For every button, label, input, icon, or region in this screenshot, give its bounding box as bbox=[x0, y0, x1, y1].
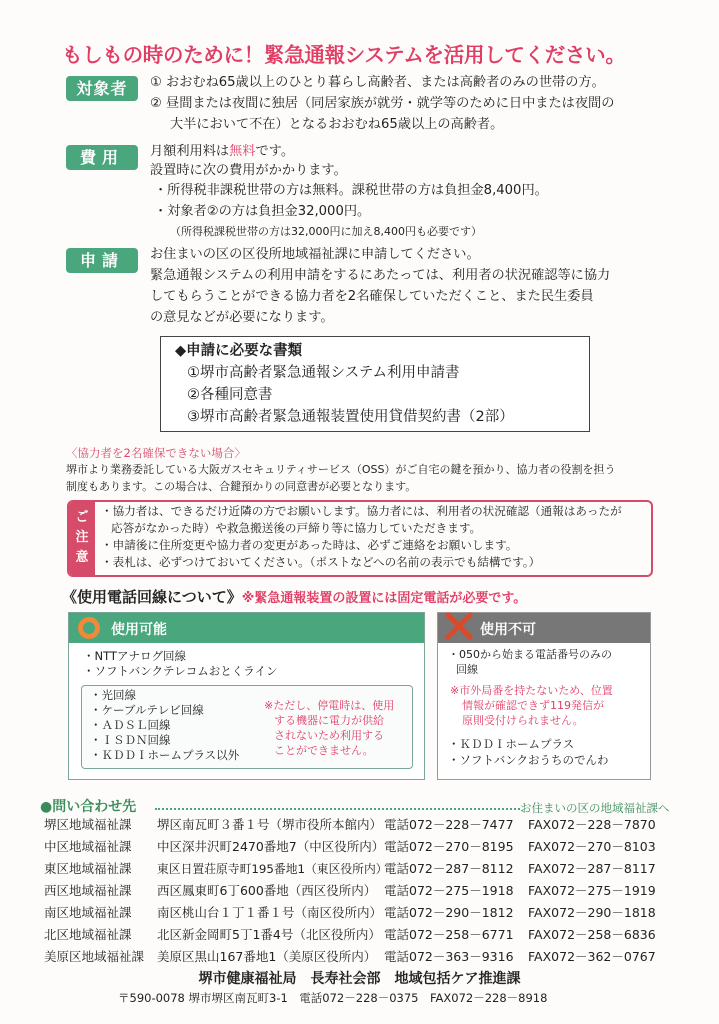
contact-address: 東区日置荘原寺町195番地1（東区役所内） bbox=[157, 862, 388, 876]
apply-line-3: してもらうことができる協力者を2名確保していただくこと、また民生委員 bbox=[150, 289, 594, 304]
no-helpers-line-2: 制度もあります。この場合は、合鍵預かりの同意書が必要となります。 bbox=[66, 480, 417, 493]
cost-line-3: ・所得税非課税世帯の方は無料。課税世帯の方は負担金8,400円。 bbox=[154, 183, 548, 198]
unusable-item-3: ・ソフトバンクおうちのでんわ bbox=[448, 753, 609, 767]
target-item-2: ② 昼間または夜間に独居（同居家族が就労・就学等のために日中または夜間の bbox=[150, 96, 615, 111]
usable-label: 使用可能 bbox=[111, 622, 167, 638]
cost-badge: 費用 bbox=[66, 145, 138, 170]
apply-line-1: お住まいの区の区役所地域福祉課に申請してください。 bbox=[150, 247, 480, 262]
contact-office: 東区地域福祉課 bbox=[44, 861, 132, 876]
contact-tel: 電話072－287－8112 bbox=[384, 861, 514, 876]
usable-lines-box bbox=[68, 612, 425, 780]
usable-sub-item-3: ・ＡＤＳＬ回線 bbox=[90, 718, 171, 732]
target-item-2-cont: 大半において不在）となるおおむね65歳以上の高齢者。 bbox=[170, 117, 504, 132]
unusable-label: 使用不可 bbox=[480, 622, 536, 638]
unusable-item-1: ・050から始まる電話番号のみの bbox=[448, 648, 612, 661]
apply-badge: 申請 bbox=[66, 248, 138, 273]
cost-line-1-pre: 月額利用料は bbox=[150, 144, 230, 159]
contact-address: 北区新金岡町5丁1番4号（北区役所内） bbox=[157, 927, 381, 942]
caution-tab-char-3: 意 bbox=[75, 550, 89, 565]
contact-address: 中区深井沢町2470番地7（中区役所内） bbox=[157, 839, 385, 854]
contact-address: 美原区黒山167番地1（美原区役所内） bbox=[157, 949, 377, 964]
contact-fax: FAX072－290－1818 bbox=[528, 905, 656, 920]
cross-ng-icon bbox=[444, 611, 474, 641]
caution-line-2: 応答がなかった時）や救急搬送後の戸締り等に協力していただきます。 bbox=[111, 521, 482, 535]
contact-fax: FAX072－228－7870 bbox=[528, 817, 656, 832]
usable-warning-2: する機器に電力が供給 bbox=[274, 714, 384, 727]
required-docs-box bbox=[160, 336, 590, 432]
usable-sub-item-4: ・ＩＳＤＮ回線 bbox=[90, 733, 171, 747]
unusable-header bbox=[438, 613, 650, 643]
target-badge: 対象者 bbox=[66, 76, 138, 101]
contact-address: 西区鳳東町6丁600番地（西区役所内） bbox=[157, 883, 377, 898]
target-item-1: ① おおむね65歳以上のひとり暮らし高齢者、または高齢者のみの世帯の方。 bbox=[150, 75, 605, 90]
unusable-warning-2: 情報が確認できず119発信が bbox=[462, 699, 604, 712]
usable-sub-box bbox=[81, 685, 413, 769]
caution-tab-char-1: ご bbox=[75, 510, 89, 525]
contact-fax: FAX072－258－6836 bbox=[528, 927, 656, 942]
caution-tab-char-2: 注 bbox=[75, 530, 89, 545]
contact-tel: 電話072－228－7477 bbox=[384, 817, 514, 832]
apply-line-4: の意見などが必要になります。 bbox=[150, 310, 334, 325]
phone-heading-text: 《使用電話回線について》 bbox=[62, 588, 242, 606]
contact-divider bbox=[155, 808, 520, 810]
usable-warning-3: されないため利用する bbox=[274, 729, 384, 742]
contact-office: 堺区地域福祉課 bbox=[44, 817, 132, 832]
unusable-lines-box bbox=[437, 612, 651, 780]
required-doc-1: ①堺市高齢者緊急通報システム利用申請書 bbox=[187, 365, 460, 381]
unusable-item-1-cont: 回線 bbox=[456, 663, 478, 676]
contact-office: 北区地域福祉課 bbox=[44, 927, 132, 942]
usable-header bbox=[69, 613, 424, 643]
cost-line-1 bbox=[150, 143, 294, 161]
contact-fax: FAX072－270－8103 bbox=[528, 839, 656, 854]
usable-warning-1: ※ただし、停電時は、使用 bbox=[264, 699, 395, 712]
contact-fax: FAX072－275－1919 bbox=[528, 883, 656, 898]
usable-sub-item-5: ・ＫＤＤＩホームプラス以外 bbox=[90, 748, 240, 762]
contact-address: 堺区南瓦町３番１号（堺市役所本館内） bbox=[157, 817, 383, 832]
apply-line-2: 緊急通報システムの利用申請をするにあたっては、利用者の状況確認等に協力 bbox=[150, 268, 611, 283]
contact-fax: FAX072－287－8117 bbox=[528, 861, 656, 876]
required-doc-2: ②各種同意書 bbox=[187, 387, 273, 403]
no-helpers-heading: 〈協力者を2名確保できない場合〉 bbox=[66, 446, 246, 460]
usable-sub-item-1: ・光回線 bbox=[90, 688, 136, 702]
contact-address: 南区桃山台１丁１番１号（南区役所内） bbox=[157, 905, 383, 920]
caution-line-4: ・表札は、必ずつけておいてください。（ポストなどへの名前の表示でも結構です。） bbox=[101, 555, 541, 569]
cost-line-5: （所得税課税世帯の方は32,000円に加え8,400円も必要です） bbox=[170, 225, 482, 238]
circle-ok-icon bbox=[77, 616, 101, 640]
contact-tel: 電話072－290－1812 bbox=[384, 905, 514, 920]
required-docs-title: ◆申請に必要な書類 bbox=[175, 343, 303, 359]
footer-department: 堺市健康福祉局 長寿社会部 地域包括ケア推進課 bbox=[198, 971, 521, 987]
usable-item-1: ・NTTアナログ回線 bbox=[83, 649, 186, 663]
contact-tel: 電話072－270－8195 bbox=[384, 839, 514, 854]
contact-office: 美原区地域福祉課 bbox=[44, 949, 145, 964]
cost-line-2: 設置時に次の費用がかかります。 bbox=[150, 163, 347, 178]
no-helpers-line-1: 堺市より業務委託している大阪ガスセキュリティサービス（OSS）がご自宅の鍵を預かり、協力者の役割を担う bbox=[66, 463, 616, 476]
caution-box bbox=[67, 500, 653, 577]
contact-office: 中区地域福祉課 bbox=[44, 839, 132, 854]
unusable-warning-1: ※市外局番を持たないため、位置 bbox=[450, 684, 613, 697]
contact-heading: ●問い合わせ先 bbox=[40, 799, 137, 815]
cost-line-4: ・対象者②の方は負担金32,000円。 bbox=[154, 204, 371, 219]
caution-line-3: ・申請後に住所変更や協力者の変更があった時は、必ずご連絡をお願いします。 bbox=[101, 538, 518, 552]
contact-tel: 電話072－363－9316 bbox=[384, 949, 514, 964]
contact-tel: 電話072－275－1918 bbox=[384, 883, 514, 898]
contact-office: 南区地域福祉課 bbox=[44, 905, 132, 920]
unusable-item-2: ・ＫＤＤＩホームプラス bbox=[448, 737, 575, 751]
phone-heading bbox=[62, 586, 526, 607]
contact-tel: 電話072－258－6771 bbox=[384, 927, 514, 942]
caution-tab bbox=[69, 502, 95, 575]
required-doc-3: ③堺市高齢者緊急通報装置使用貸借契約書（2部） bbox=[187, 409, 514, 425]
usable-sub-item-2: ・ケーブルテレビ回線 bbox=[90, 703, 204, 717]
contact-right-note: お住まいの区の地域福祉課へ bbox=[520, 801, 670, 815]
footer-address: 〒590-0078 堺市堺区南瓦町3-1 電話072－228－0375 FAX072－228－8918 bbox=[118, 991, 548, 1005]
contact-fax: FAX072－362－0767 bbox=[528, 949, 656, 964]
cost-free-label: 無料 bbox=[229, 144, 256, 159]
contact-office: 西区地域福祉課 bbox=[44, 883, 132, 898]
unusable-warning-3: 原則受付けられません。 bbox=[462, 714, 584, 727]
usable-warning-4: ことができません。 bbox=[274, 744, 374, 757]
usable-item-2: ・ソフトバンクテレコムおとくライン bbox=[83, 664, 278, 678]
caution-line-1: ・協力者は、できるだけ近隣の方でお願いします。協力者には、利用者の状況確認（通報はあったが bbox=[101, 504, 622, 518]
cost-line-1-post: です。 bbox=[255, 144, 295, 159]
page-title: もしもの時のために！緊急通報システムを活用してください。 bbox=[62, 43, 626, 67]
phone-note: ※緊急通報装置の設置には固定電話が必要です。 bbox=[241, 591, 527, 606]
